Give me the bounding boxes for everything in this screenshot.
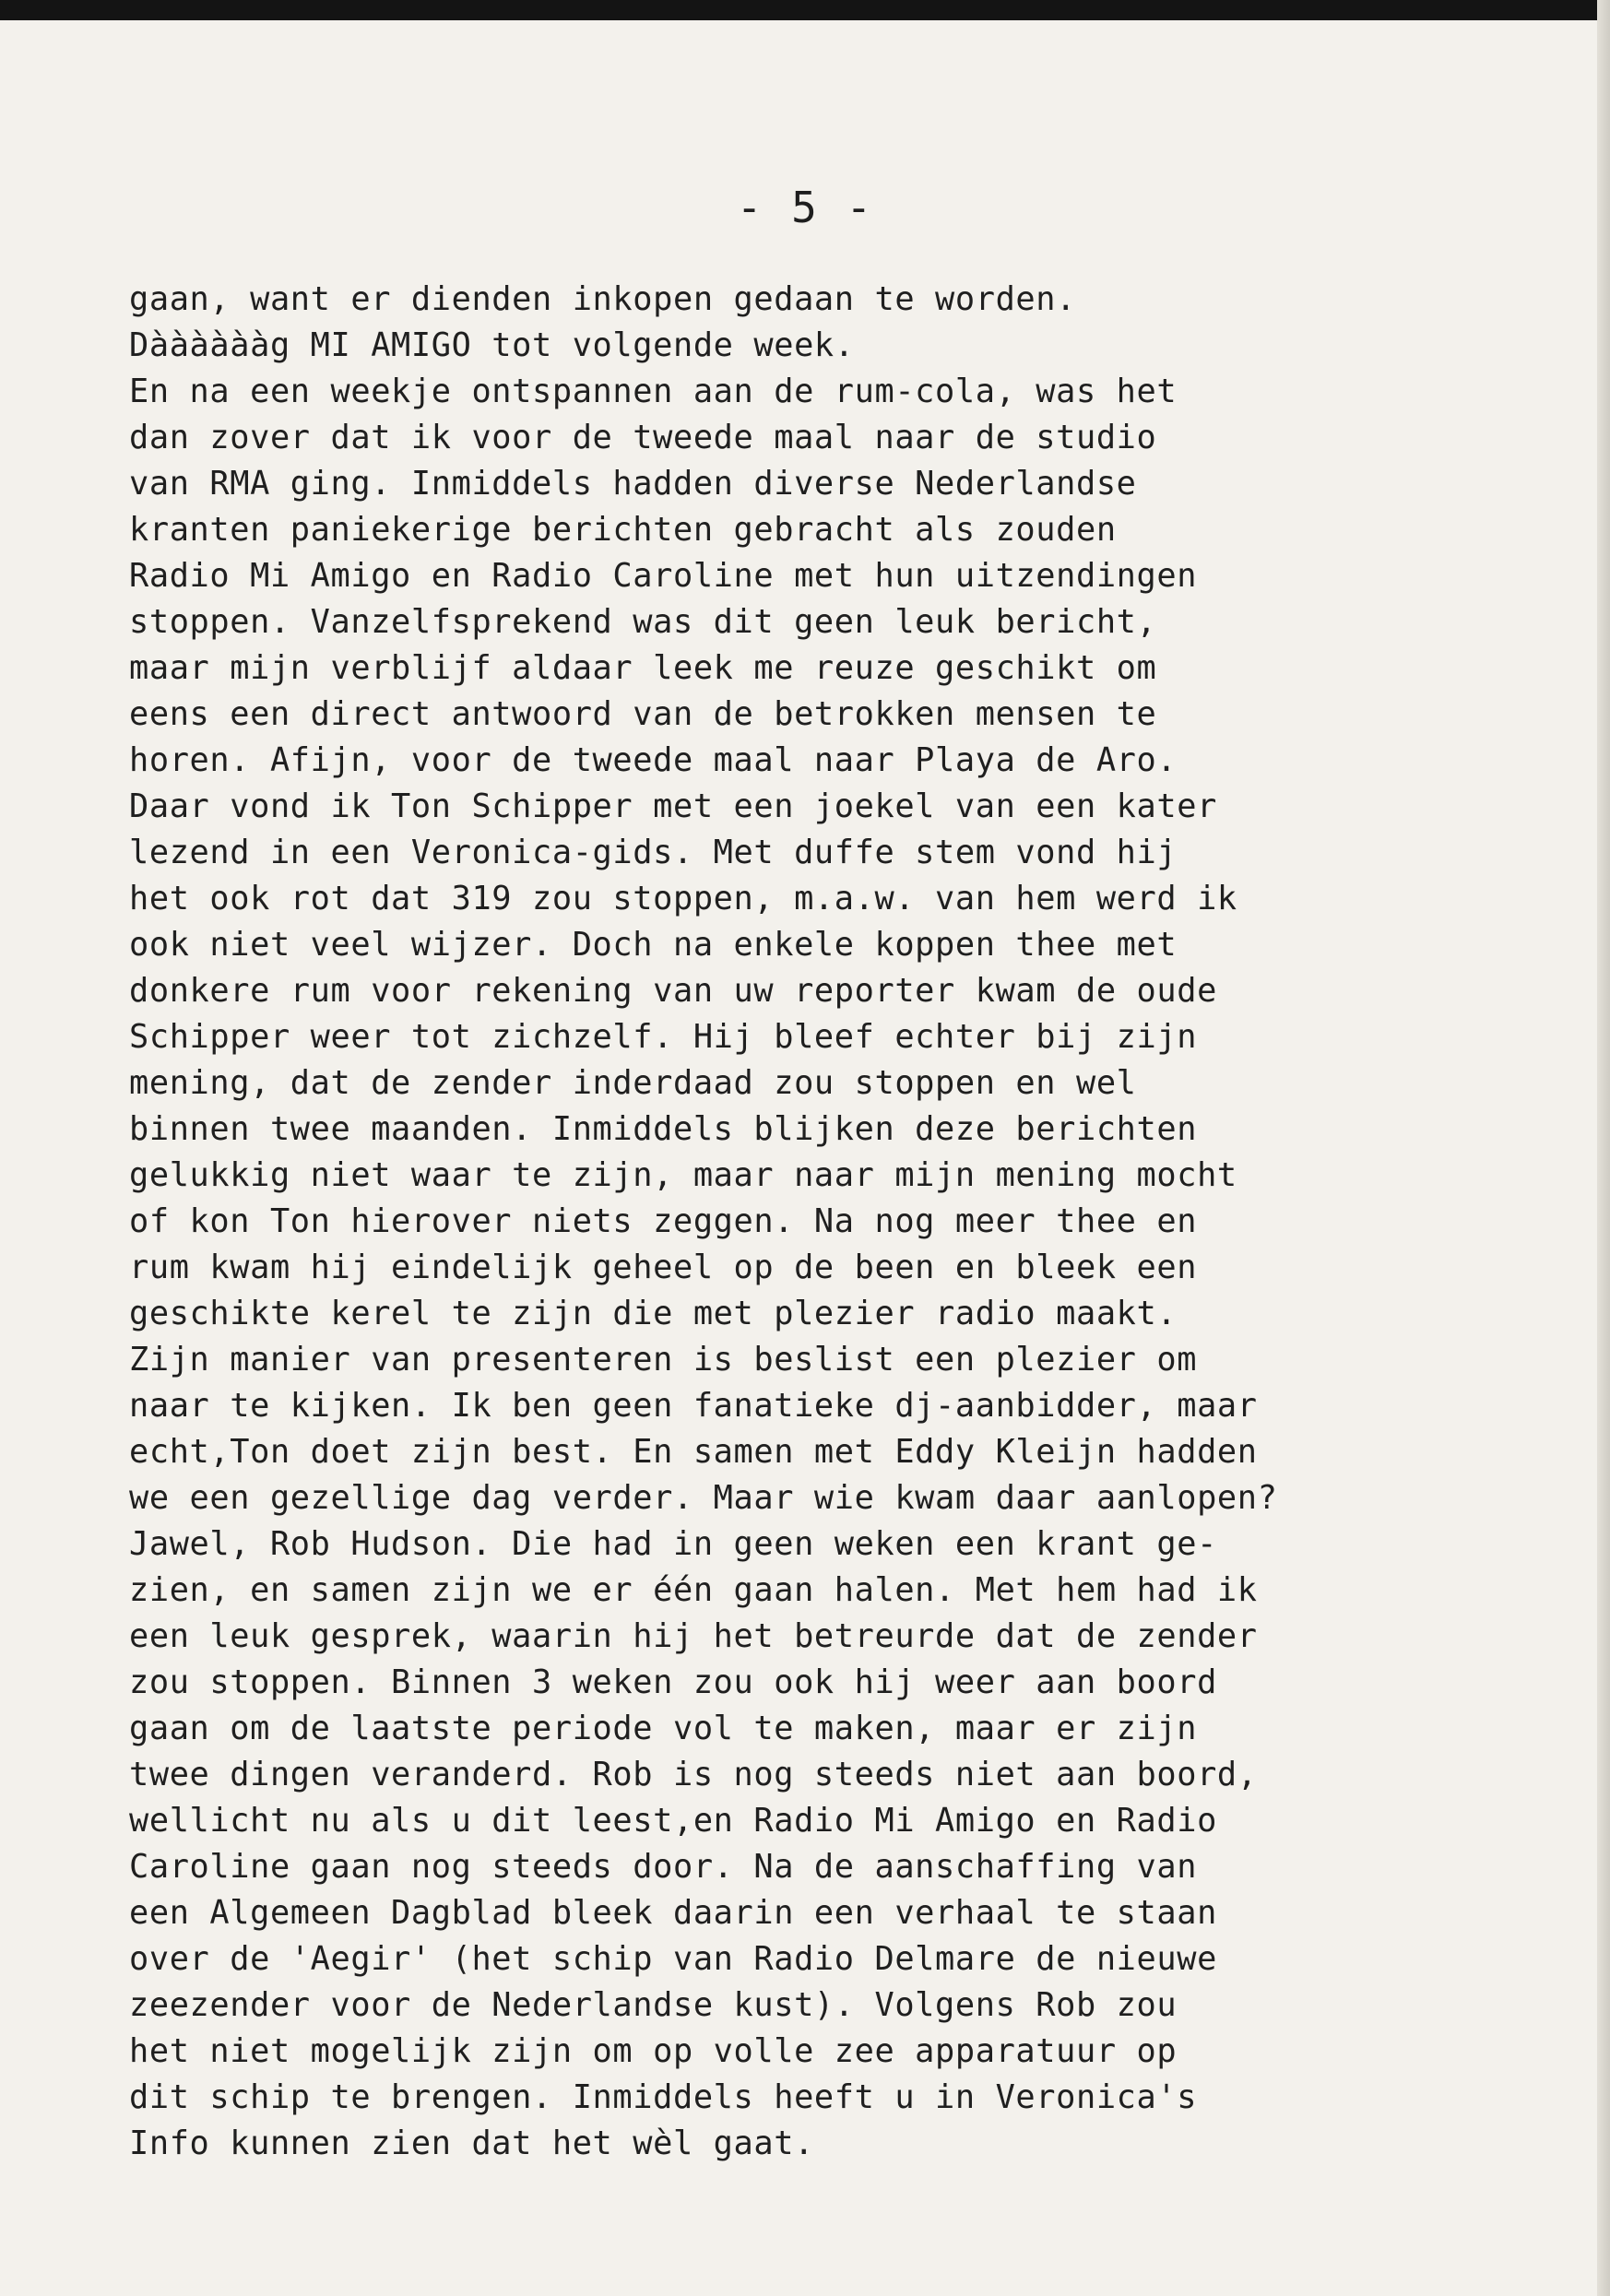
- text-line: Zijn manier van presenteren is beslist een plezier om: [129, 1341, 1198, 1379]
- text-line: ook niet veel wijzer. Doch na enkele koppen thee met: [129, 926, 1178, 964]
- text-line: zeezender voor de Nederlandse kust). Volgens Rob zou: [129, 1986, 1178, 2024]
- text-line: zien, en samen zijn we er één gaan halen. Met hem had ik: [129, 1571, 1258, 1609]
- text-line: gaan om de laatste periode vol te maken, maar er zijn: [129, 1710, 1198, 1747]
- text-line: van RMA ging. Inmiddels hadden diverse Nederlandse: [129, 465, 1137, 503]
- text-line: stoppen. Vanzelfsprekend was dit geen leuk bericht,: [129, 603, 1157, 641]
- text-line: het ook rot dat 319 zou stoppen, m.a.w. van hem werd ik: [129, 880, 1237, 917]
- text-line: we een gezellige dag verder. Maar wie kwam daar aanlopen?: [129, 1479, 1278, 1517]
- scan-right-edge: [1597, 0, 1610, 2296]
- text-line: of kon Ton hierover niets zeggen. Na nog meer thee en: [129, 1202, 1198, 1240]
- text-line: horen. Afijn, voor de tweede maal naar Playa de Aro.: [129, 741, 1178, 779]
- text-line: gaan, want er dienden inkopen gedaan te worden.: [129, 280, 1076, 318]
- text-line: een Algemeen Dagblad bleek daarin een verhaal te staan: [129, 1894, 1217, 1932]
- text-line: rum kwam hij eindelijk geheel op de been en bleek een: [129, 1249, 1198, 1286]
- text-line: zou stoppen. Binnen 3 weken zou ook hij weer aan boord: [129, 1663, 1217, 1701]
- text-line: binnen twee maanden. Inmiddels blijken deze berichten: [129, 1110, 1198, 1148]
- text-line: echt,Ton doet zijn best. En samen met Eddy Kleijn hadden: [129, 1433, 1258, 1471]
- text-line: geschikte kerel te zijn die met plezier radio maakt.: [129, 1295, 1178, 1332]
- text-line: wellicht nu als u dit leest,en Radio Mi Amigo en Radio: [129, 1802, 1217, 1840]
- text-line: Dààààààg MI AMIGO tot volgende week.: [129, 326, 855, 364]
- text-line: Radio Mi Amigo en Radio Caroline met hun uitzendingen: [129, 557, 1198, 595]
- scan-top-edge: [0, 0, 1610, 20]
- text-line: Caroline gaan nog steeds door. Na de aanschaffing van: [129, 1848, 1198, 1886]
- text-line: lezend in een Veronica-gids. Met duffe stem vond hij: [129, 834, 1178, 871]
- text-line: eens een direct antwoord van de betrokken mensen te: [129, 695, 1157, 733]
- text-line: twee dingen veranderd. Rob is nog steeds niet aan boord,: [129, 1756, 1258, 1793]
- text-line: Schipper weer tot zichzelf. Hij bleef echter bij zijn: [129, 1018, 1198, 1056]
- text-line: Info kunnen zien dat het wèl gaat.: [129, 2124, 814, 2162]
- text-line: kranten paniekerige berichten gebracht als zouden: [129, 511, 1117, 549]
- text-line: een leuk gesprek, waarin hij het betreurde dat de zender: [129, 1617, 1258, 1655]
- text-line: donkere rum voor rekening van uw reporter kwam de oude: [129, 972, 1217, 1010]
- text-line: over de 'Aegir' (het schip van Radio Delmare de nieuwe: [129, 1940, 1217, 1978]
- body-text: [129, 277, 1568, 2167]
- page-number: - 5 -: [736, 183, 874, 232]
- text-line: mening, dat de zender inderdaad zou stoppen en wel: [129, 1064, 1137, 1102]
- text-line: naar te kijken. Ik ben geen fanatieke dj-aanbidder, maar: [129, 1387, 1258, 1425]
- text-line: gelukkig niet waar te zijn, maar naar mijn mening mocht: [129, 1156, 1237, 1194]
- text-line: het niet mogelijk zijn om op volle zee apparatuur op: [129, 2032, 1178, 2070]
- text-line: maar mijn verblijf aldaar leek me reuze geschikt om: [129, 649, 1157, 687]
- text-line: dit schip te brengen. Inmiddels heeft u in Veronica's: [129, 2078, 1198, 2116]
- text-line: En na een weekje ontspannen aan de rum-cola, was het: [129, 373, 1178, 410]
- text-line: Daar vond ik Ton Schipper met een joekel van een kater: [129, 787, 1217, 825]
- text-line: Jawel, Rob Hudson. Die had in geen weken een krant ge-: [129, 1525, 1217, 1563]
- text-line: dan zover dat ik voor de tweede maal naar de studio: [129, 419, 1157, 456]
